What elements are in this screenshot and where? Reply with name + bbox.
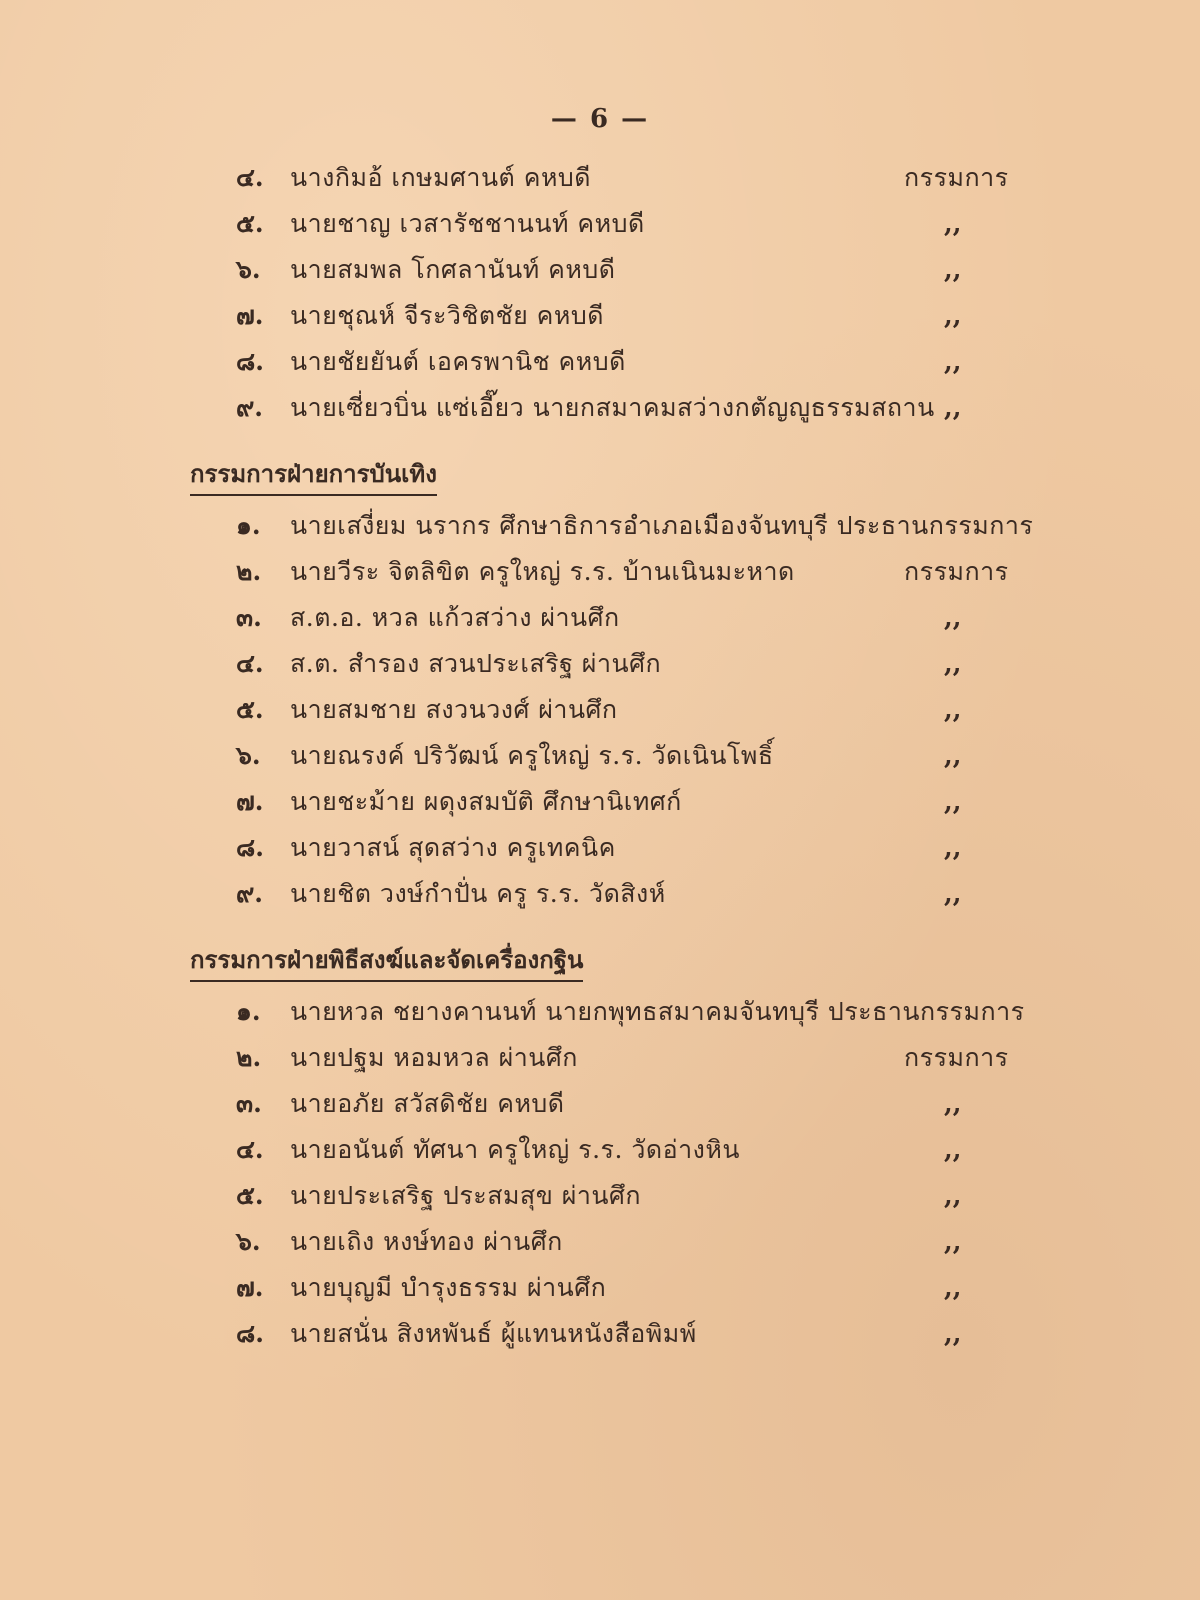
ditto-mark: ,, <box>944 695 962 724</box>
list-item <box>0 828 1200 868</box>
ditto-mark: ,, <box>944 741 962 770</box>
ditto-mark: ,, <box>944 347 962 376</box>
item-number: ๘. <box>236 1319 264 1348</box>
item-text: นายปฐม หอมหวล ผ่านศึก <box>290 1043 578 1072</box>
list-item <box>0 992 1200 1032</box>
list-item <box>0 874 1200 914</box>
list-item <box>0 342 1200 382</box>
item-number: ๔. <box>236 1135 264 1164</box>
item-number: ๖. <box>236 1227 261 1256</box>
list-item <box>0 1038 1200 1078</box>
list-item <box>0 250 1200 290</box>
item-number: ๓. <box>236 1089 262 1118</box>
list-item <box>0 158 1200 198</box>
list-item <box>0 1130 1200 1170</box>
item-text: นายชุณห์ จีระวิชิตชัย คหบดี <box>290 301 604 330</box>
ditto-mark: ,, <box>944 255 962 284</box>
item-text: ส.ต. สำรอง สวนประเสริฐ ผ่านศึก <box>290 649 662 678</box>
item-text: นายสมชาย สงวนวงศ์ ผ่านศึก <box>290 695 618 724</box>
item-text: นายณรงค์ ปริวัฒน์ ครูใหญ่ ร.ร. วัดเนินโพธิ์ <box>290 741 774 770</box>
list-item <box>0 296 1200 336</box>
item-text: นายวาสน์ สุดสว่าง ครูเทคนิค <box>290 833 616 862</box>
list-item <box>0 1176 1200 1216</box>
item-role: กรรมการ <box>904 557 1009 586</box>
ditto-mark: ,, <box>944 301 962 330</box>
ditto-mark: ,, <box>944 1135 962 1164</box>
item-role: กรรมการ <box>904 1043 1009 1072</box>
item-number: ๗. <box>236 787 264 816</box>
ditto-mark: ,, <box>944 649 962 678</box>
item-text: นายวีระ จิตลิขิต ครูใหญ่ ร.ร. บ้านเนินมะหาด <box>290 557 795 586</box>
section-heading: กรรมการฝ่ายพิธีสงฆ์และจัดเครื่องกฐิน <box>190 942 583 982</box>
item-text: ส.ต.อ. หวล แก้วสว่าง ผ่านศึก <box>290 603 620 632</box>
ditto-mark: ,, <box>944 1273 962 1302</box>
ditto-mark: ,, <box>944 393 962 422</box>
item-text: นายหวล ชยางคานนท์ นายกพุทธสมาคมจันทบุรี ประธานกรรมการ <box>290 997 1025 1026</box>
item-number: ๔. <box>236 649 264 678</box>
list-item <box>0 782 1200 822</box>
item-number: ๑. <box>236 997 261 1026</box>
list-item <box>0 736 1200 776</box>
ditto-mark: ,, <box>944 833 962 862</box>
item-role: กรรมการ <box>904 163 1009 192</box>
list-item <box>0 644 1200 684</box>
list-item <box>0 388 1200 428</box>
item-text: นายชัยยันต์ เอครพานิช คหบดี <box>290 347 626 376</box>
list-item <box>0 506 1200 546</box>
item-text: นายอนันต์ ทัศนา ครูใหญ่ ร.ร. วัดอ่างหิน <box>290 1135 740 1164</box>
item-number: ๒. <box>236 557 262 586</box>
list-item <box>0 204 1200 244</box>
list-item <box>0 1222 1200 1262</box>
item-number: ๘. <box>236 347 264 376</box>
item-number: ๓. <box>236 603 262 632</box>
item-number: ๒. <box>236 1043 262 1072</box>
section-heading: กรรมการฝ่ายการบันเทิง <box>190 456 437 496</box>
ditto-mark: ,, <box>944 879 962 908</box>
item-number: ๗. <box>236 301 264 330</box>
list-item <box>0 690 1200 730</box>
list-item <box>0 598 1200 638</box>
item-number: ๑. <box>236 511 261 540</box>
item-number: ๔. <box>236 163 264 192</box>
item-number: ๖. <box>236 741 261 770</box>
list-item <box>0 1084 1200 1124</box>
item-text: นายชาญ เวสารัชชานนท์ คหบดี <box>290 209 645 238</box>
page-number: — 6 — <box>550 104 650 134</box>
item-text: นายชะม้าย ผดุงสมบัติ ศึกษานิเทศก์ <box>290 787 682 816</box>
ditto-mark: ,, <box>944 603 962 632</box>
ditto-mark: ,, <box>944 1181 962 1210</box>
item-text: นายสมพล โกศลานันท์ คหบดี <box>290 255 616 284</box>
item-number: ๕. <box>236 1181 264 1210</box>
item-text: นายเซี่ยวบิ่น แซ่เอี๊ยว นายกสมาคมสว่างกตัญญูธรรมสถาน <box>290 393 935 422</box>
item-number: ๕. <box>236 209 264 238</box>
item-number: ๙. <box>236 879 264 908</box>
item-number: ๙. <box>236 393 264 422</box>
item-text: นายสนั่น สิงหพันธ์ ผู้แทนหนังสือพิมพ์ <box>290 1319 697 1348</box>
ditto-mark: ,, <box>944 1089 962 1118</box>
item-text: นายประเสริฐ ประสมสุข ผ่านศึก <box>290 1181 642 1210</box>
item-number: ๕. <box>236 695 264 724</box>
item-number: ๗. <box>236 1273 264 1302</box>
item-text: นายชิต วงษ์กำปั่น ครู ร.ร. วัดสิงห์ <box>290 879 666 908</box>
item-text: นายบุญมี บำรุงธรรม ผ่านศึก <box>290 1273 607 1302</box>
ditto-mark: ,, <box>944 787 962 816</box>
list-item <box>0 552 1200 592</box>
item-number: ๘. <box>236 833 264 862</box>
ditto-mark: ,, <box>944 209 962 238</box>
item-text: นางกิมอ้ เกษมศานต์ คหบดี <box>290 163 592 192</box>
ditto-mark: ,, <box>944 1319 962 1348</box>
item-text: นายเถิง หงษ์ทอง ผ่านศึก <box>290 1227 563 1256</box>
ditto-mark: ,, <box>944 1227 962 1256</box>
list-item <box>0 1268 1200 1308</box>
item-text: นายอภัย สวัสดิชัย คหบดี <box>290 1089 565 1118</box>
item-number: ๖. <box>236 255 261 284</box>
item-text: นายเสงี่ยม นรากร ศึกษาธิการอำเภอเมืองจันทบุรี ประธานกรรมการ <box>290 511 1034 540</box>
list-item <box>0 1314 1200 1354</box>
